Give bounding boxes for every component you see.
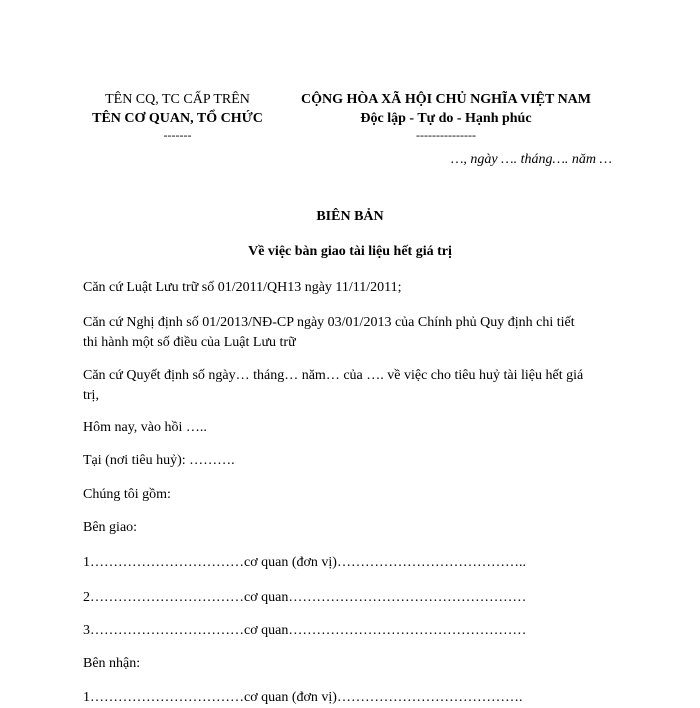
paragraph-line: Căn cứ Quyết định số ngày… tháng… năm… của …. về việc cho tiêu huỷ tài liệu hết giá — [83, 368, 584, 383]
paragraph-receiving-party: Bên nhận: — [83, 656, 141, 671]
paragraph-legal-basis-decree — [83, 313, 623, 353]
national-title: CỘNG HÒA XÃ HỘI CHỦ NGHĨA VIỆT NAM — [300, 92, 591, 107]
national-motto: Độc lập - Tự do - Hạnh phúc — [360, 111, 532, 126]
paragraph-participants: Chúng tôi gồm: — [83, 487, 171, 502]
paragraph-time: Hôm nay, vào hồi ….. — [83, 420, 207, 435]
national-rule: --------------- — [416, 128, 476, 142]
paragraph-handover-party: Bên giao: — [83, 520, 138, 535]
handover-member-2: 2……………………………cơ quan…………………………………………… — [83, 590, 527, 605]
paragraph-line: trị, — [83, 388, 99, 403]
national-header — [282, 90, 610, 142]
document-title: BIÊN BẢN — [316, 209, 384, 224]
agency-header — [70, 90, 285, 142]
date-line: …, ngày …. tháng…. năm … — [450, 152, 612, 167]
agency-rule: ------- — [163, 128, 192, 142]
agency-name: TÊN CƠ QUAN, TỔ CHỨC — [92, 111, 263, 126]
paragraph-line: Căn cứ Nghị định số 01/2013/NĐ-CP ngày 03/01/2013 của Chính phủ Quy định chi tiết — [83, 315, 575, 330]
paragraph-line: thi hành một số điều của Luật Lưu trữ — [83, 335, 296, 350]
parent-agency-name: TÊN CQ, TC CẤP TRÊN — [105, 92, 250, 107]
paragraph-legal-basis-law: Căn cứ Luật Lưu trữ số 01/2011/QH13 ngày 11/11/2011; — [83, 280, 402, 295]
handover-member-1: 1……………………………cơ quan (đơn vị)………………………………….. — [83, 555, 526, 570]
handover-member-3: 3……………………………cơ quan…………………………………………… — [83, 623, 527, 638]
document-subtitle: Về việc bàn giao tài liệu hết giá trị — [248, 244, 452, 259]
receiving-member-1: 1……………………………cơ quan (đơn vị)…………………………………. — [83, 690, 523, 705]
paragraph-location: Tại (nơi tiêu huỷ): ………. — [83, 453, 235, 468]
paragraph-legal-basis-decision — [83, 366, 623, 406]
